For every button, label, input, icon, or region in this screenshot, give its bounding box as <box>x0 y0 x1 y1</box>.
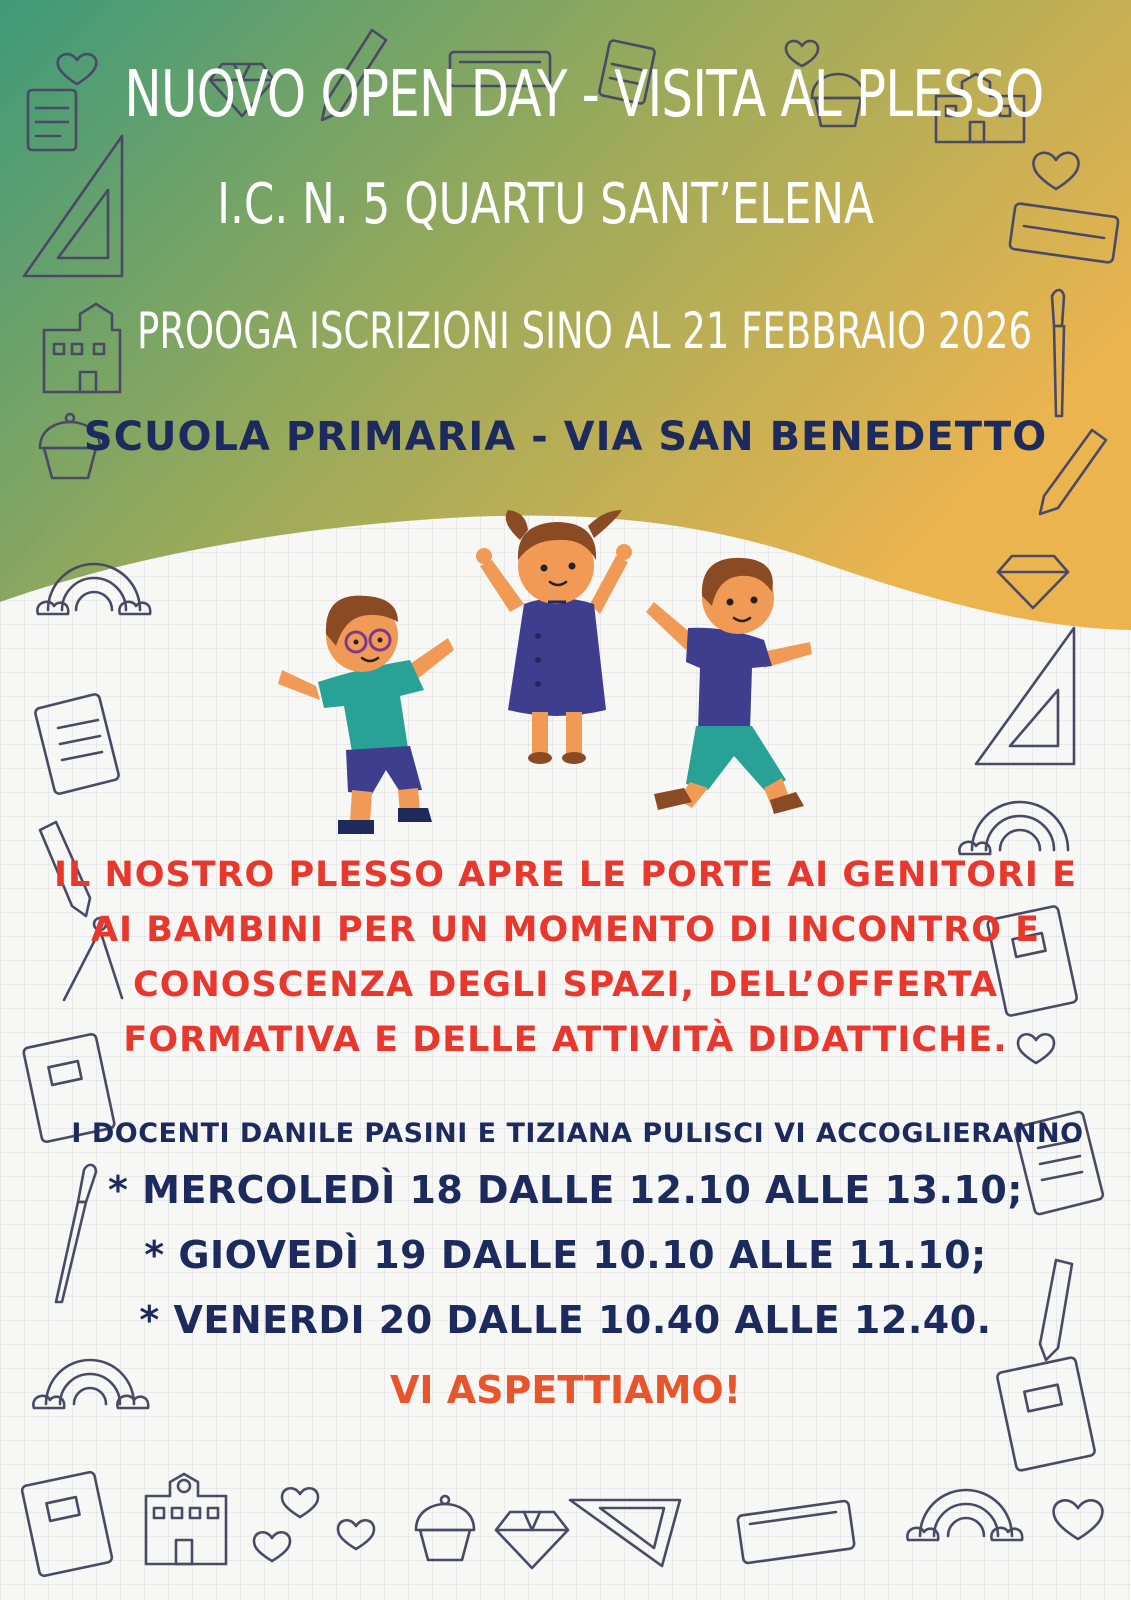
cupcake-icon <box>416 1496 474 1560</box>
notepad-icon <box>34 693 119 794</box>
school-name: I.C. N. 5 QUARTU SANT’ELENA <box>217 172 874 237</box>
diamond-icon <box>496 1512 568 1568</box>
pencil-case-icon <box>737 1500 855 1563</box>
boy-jumping <box>646 558 812 814</box>
schedule-item: * MERCOLEDÌ 18 DALLE 12.10 ALLE 13.10; <box>108 1168 1023 1212</box>
closing-message: VI ASPETTIAMO! <box>389 1368 742 1412</box>
intro-line: FORMATIVA E DELLE ATTIVITÀ DIDATTICHE. <box>123 1020 1008 1060</box>
schedule-item: * GIOVEDÌ 19 DALLE 10.10 ALLE 11.10; <box>144 1233 987 1277</box>
heart-icon <box>254 1532 290 1561</box>
intro-line: CONOSCENZA DEGLI SPAZI, DELL’OFFERTA <box>133 965 998 1005</box>
heart-icon <box>338 1520 374 1549</box>
schedule-item: * VENERDI 20 DALLE 10.40 ALLE 12.40. <box>139 1298 992 1342</box>
boy-with-glasses <box>278 596 454 834</box>
school-location: SCUOLA PRIMARIA - VIA SAN BENEDETTO <box>83 414 1048 460</box>
notebook-icon <box>21 1471 113 1576</box>
enrollment-extension: PROOGA ISCRIZIONI SINO AL 21 FEBBRAIO 2026 <box>137 302 1033 360</box>
intro-line: AI BAMBINI PER UN MOMENTO DI INCONTRO E <box>90 910 1041 950</box>
jumping-children-illustration <box>278 510 812 834</box>
school-building-icon <box>146 1474 226 1564</box>
intro-line: IL NOSTRO PLESSO APRE LE PORTE AI GENITORI E <box>53 855 1078 895</box>
event-title: NUOVO OPEN DAY - VISITA AL PLESSO <box>124 58 1044 132</box>
teachers-note: I DOCENTI DANILE PASINI E TIZIANA PULISCI VI ACCOGLIERANNO <box>71 1118 1084 1149</box>
heart-icon <box>1054 1500 1103 1539</box>
rainbow-icon <box>959 802 1068 854</box>
girl-jumping <box>476 510 632 764</box>
set-square-icon <box>570 1500 680 1566</box>
set-square-icon <box>976 628 1074 764</box>
rainbow-icon <box>907 1490 1022 1540</box>
heart-icon <box>282 1488 318 1517</box>
